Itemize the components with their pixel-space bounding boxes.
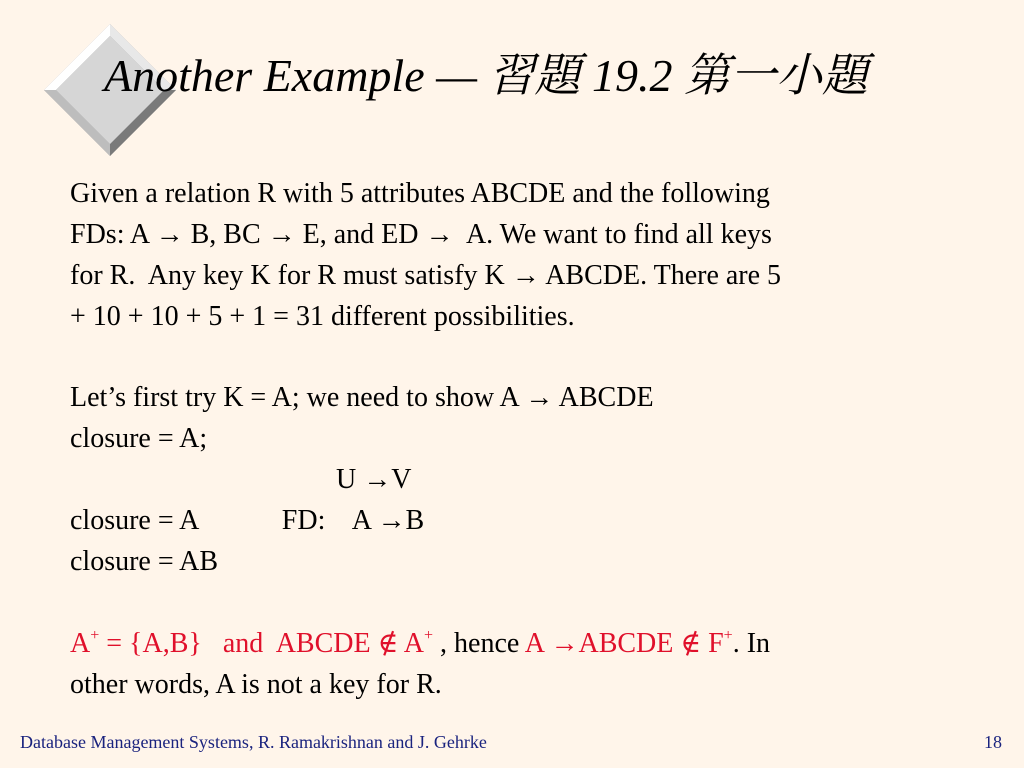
body-line: closure = A; [70, 423, 208, 455]
body-line: for R. Any key K for R must satisfy K → ABCDE. There are 5 [70, 259, 782, 291]
closure-result [70, 628, 433, 659]
page-number: 18 [984, 732, 1002, 752]
body-line: closure = A FD: A →B [70, 505, 425, 537]
body-line: FDs: A → B, BC → E, and ED → A. We want to find all keys [70, 218, 772, 250]
conclusion-line [70, 624, 950, 665]
closure-attr: A [70, 627, 91, 659]
hence-text: , hence [433, 627, 525, 659]
body-line: Given a relation R with 5 attributes ABCDE and the following [70, 178, 770, 209]
implication-expr: A →ABCDE ∉ F [524, 627, 724, 659]
body-line: closure = AB [70, 546, 218, 578]
implication-text [525, 628, 733, 659]
closure-plus-superscript: + [424, 626, 434, 644]
footer-citation: Database Management Systems, R. Ramakrishnan and J. Gehrke [20, 732, 487, 752]
slide-body [70, 174, 950, 706]
body-line: + 10 + 10 + 5 + 1 = 31 different possibilities. [70, 300, 575, 332]
slide-title: Another Example — 習題 19.2 第一小題 [104, 50, 869, 101]
in-words-text: . In [732, 627, 771, 659]
body-line: Let’s first try K = A; we need to show A → ABCDE [70, 382, 654, 414]
conclusion-line: other words, A is not a key for R. [70, 668, 442, 700]
blank-line [70, 338, 950, 379]
blank-line [70, 583, 950, 624]
closure-set: = {A,B} and ABCDE ∉ A [99, 627, 425, 659]
body-line: U →V [70, 464, 412, 496]
fd-plus-superscript: + [723, 626, 733, 644]
closure-plus-superscript: + [90, 626, 100, 644]
